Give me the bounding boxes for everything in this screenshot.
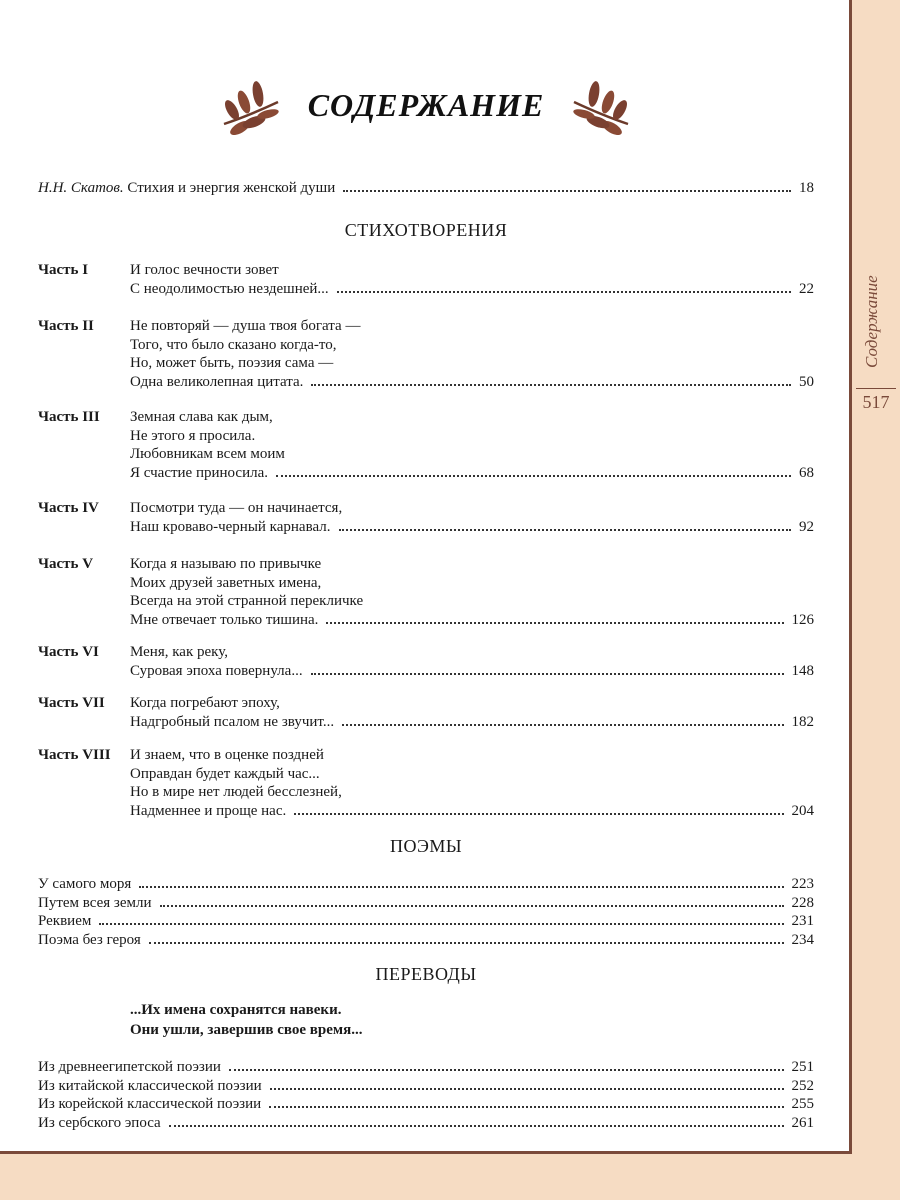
entry-page-number: 261 <box>791 1114 814 1131</box>
entry-title: Из китайской классической поэзии <box>38 1077 262 1094</box>
part-label: Часть V <box>38 556 94 572</box>
part-page-number: 50 <box>799 373 814 390</box>
part-line: Любовникам всем моим <box>130 446 285 462</box>
part-line: С неодолимостью нездешней... <box>130 280 329 297</box>
part-line: Того, что было сказано когда-то, <box>130 336 337 353</box>
intro-title: Стихия и энергия женской души <box>127 180 336 196</box>
dot-leader <box>160 905 784 907</box>
dot-leader <box>326 622 783 624</box>
dot-leader <box>149 942 784 944</box>
translations-list <box>38 1058 814 1132</box>
part-line: Но в мире нет людей бесслезней, <box>130 784 342 800</box>
list-item[interactable] <box>38 1058 814 1077</box>
part-line: И голос вечности зовет <box>130 262 279 278</box>
list-item[interactable] <box>38 1095 814 1114</box>
part-label: Часть I <box>38 262 89 278</box>
entry-page-number: 251 <box>791 1059 814 1075</box>
entry-title: Из корейской классической поэзии <box>38 1096 262 1112</box>
part-label: Часть III <box>38 409 100 425</box>
part-label: Часть IV <box>38 500 99 516</box>
epigraph-line: ...Их имена сохранятся навеки. <box>130 1002 342 1018</box>
side-margin <box>852 260 900 430</box>
part-entry[interactable] <box>38 317 814 391</box>
part-label: Часть VIII <box>38 747 111 763</box>
entry-page-number: 231 <box>791 913 814 929</box>
part-line: Когда погребают эпоху, <box>130 695 280 711</box>
part-entry[interactable] <box>38 746 814 820</box>
dot-leader <box>342 724 783 726</box>
part-page-number: 22 <box>799 280 814 297</box>
part-page-number: 204 <box>791 802 814 819</box>
dot-leader <box>269 1106 783 1108</box>
page-number: 517 <box>862 392 890 412</box>
list-item[interactable] <box>38 1114 814 1133</box>
epigraph <box>130 1000 362 1040</box>
part-entry[interactable] <box>38 499 814 536</box>
list-item[interactable] <box>38 1077 814 1096</box>
intro-page-number: 18 <box>799 180 814 196</box>
part-entry[interactable] <box>38 643 814 680</box>
part-label: Часть VII <box>38 695 105 711</box>
entry-title: Реквием <box>38 913 92 929</box>
dot-leader <box>139 886 783 888</box>
section-title-long-poems: ПОЭМЫ <box>389 836 463 856</box>
dot-leader <box>311 673 784 675</box>
part-line: Наш кроваво-черный карнавал. <box>130 518 331 535</box>
running-title: Содержание <box>862 275 881 369</box>
entry-page-number: 255 <box>791 1096 814 1112</box>
intro-author: Н.Н. Скатов. <box>38 180 124 196</box>
part-line: Посмотри туда — он начинается, <box>130 500 343 516</box>
dot-leader <box>311 384 791 386</box>
part-line: Я счастие приносила. <box>130 464 268 481</box>
laurel-branch-right-icon <box>568 72 634 138</box>
contents-header <box>0 70 852 140</box>
dot-leader <box>343 190 791 192</box>
entry-page-number: 223 <box>791 876 814 892</box>
part-line: Меня, как реку, <box>130 644 228 660</box>
dot-leader <box>276 475 791 477</box>
long-poems-list <box>38 875 814 949</box>
part-entry[interactable] <box>38 261 814 298</box>
entry-page-number: 234 <box>791 931 814 948</box>
list-item[interactable] <box>38 894 814 913</box>
entry-title: Из древнеегипетской поэзии <box>38 1059 221 1075</box>
part-page-number: 68 <box>799 464 814 481</box>
section-title-poems: СТИХОТВОРЕНИЯ <box>344 220 508 240</box>
intro-entry[interactable] <box>38 180 814 197</box>
part-line: Не повторяй — душа твоя богата — <box>130 318 361 334</box>
entry-title: Поэма без героя <box>38 931 141 948</box>
dot-leader <box>270 1088 784 1090</box>
list-item[interactable] <box>38 912 814 931</box>
part-line: Когда я называю по привычке <box>130 556 322 572</box>
dot-leader <box>339 529 792 531</box>
part-line: И знаем, что в оценке поздней <box>130 747 324 763</box>
dot-leader <box>294 813 783 815</box>
part-page-number: 126 <box>791 611 814 628</box>
part-line: Всегда на этой странной перекличке <box>130 593 364 609</box>
part-line: Оправдан будет каждый час... <box>130 765 320 782</box>
part-page-number: 148 <box>791 662 814 679</box>
part-entry[interactable] <box>38 694 814 731</box>
part-line: Не этого я просила. <box>130 427 256 444</box>
side-divider <box>856 388 896 389</box>
entry-title: У самого моря <box>38 876 132 892</box>
part-line: Мне отвечает только тишина. <box>130 611 319 628</box>
dot-leader <box>229 1069 784 1071</box>
part-entry[interactable] <box>38 408 814 482</box>
part-label: Часть VI <box>38 644 99 660</box>
part-page-number: 182 <box>791 713 814 730</box>
part-line: Моих друзей заветных имена, <box>130 574 322 591</box>
dot-leader <box>169 1125 784 1127</box>
dot-leader <box>99 923 783 925</box>
part-line: Одна великолепная цитата. <box>130 373 304 390</box>
list-item[interactable] <box>38 875 814 894</box>
entry-title: Из сербского эпоса <box>38 1114 161 1131</box>
entry-page-number: 228 <box>791 894 814 911</box>
laurel-branch-left-icon <box>218 72 284 138</box>
part-page-number: 92 <box>799 518 814 535</box>
part-line: Земная слава как дым, <box>130 409 273 425</box>
part-label: Часть II <box>38 318 94 334</box>
part-line: Суровая эпоха повернула... <box>130 662 303 679</box>
epigraph-line: Они ушли, завершив свое время... <box>130 1022 363 1038</box>
part-line: Надменнее и проще нас. <box>130 802 287 819</box>
list-item[interactable] <box>38 931 814 950</box>
part-entry[interactable] <box>38 555 814 629</box>
part-line: Надгробный псалом не звучит... <box>130 713 335 730</box>
section-title-translations: ПЕРЕВОДЫ <box>375 964 477 984</box>
dot-leader <box>337 291 791 293</box>
part-line: Но, может быть, поэзия сама — <box>130 355 334 371</box>
entry-title: Путем всея земли <box>38 894 152 911</box>
page-title: СОДЕРЖАНИЕ <box>307 86 545 123</box>
entry-page-number: 252 <box>791 1077 814 1094</box>
